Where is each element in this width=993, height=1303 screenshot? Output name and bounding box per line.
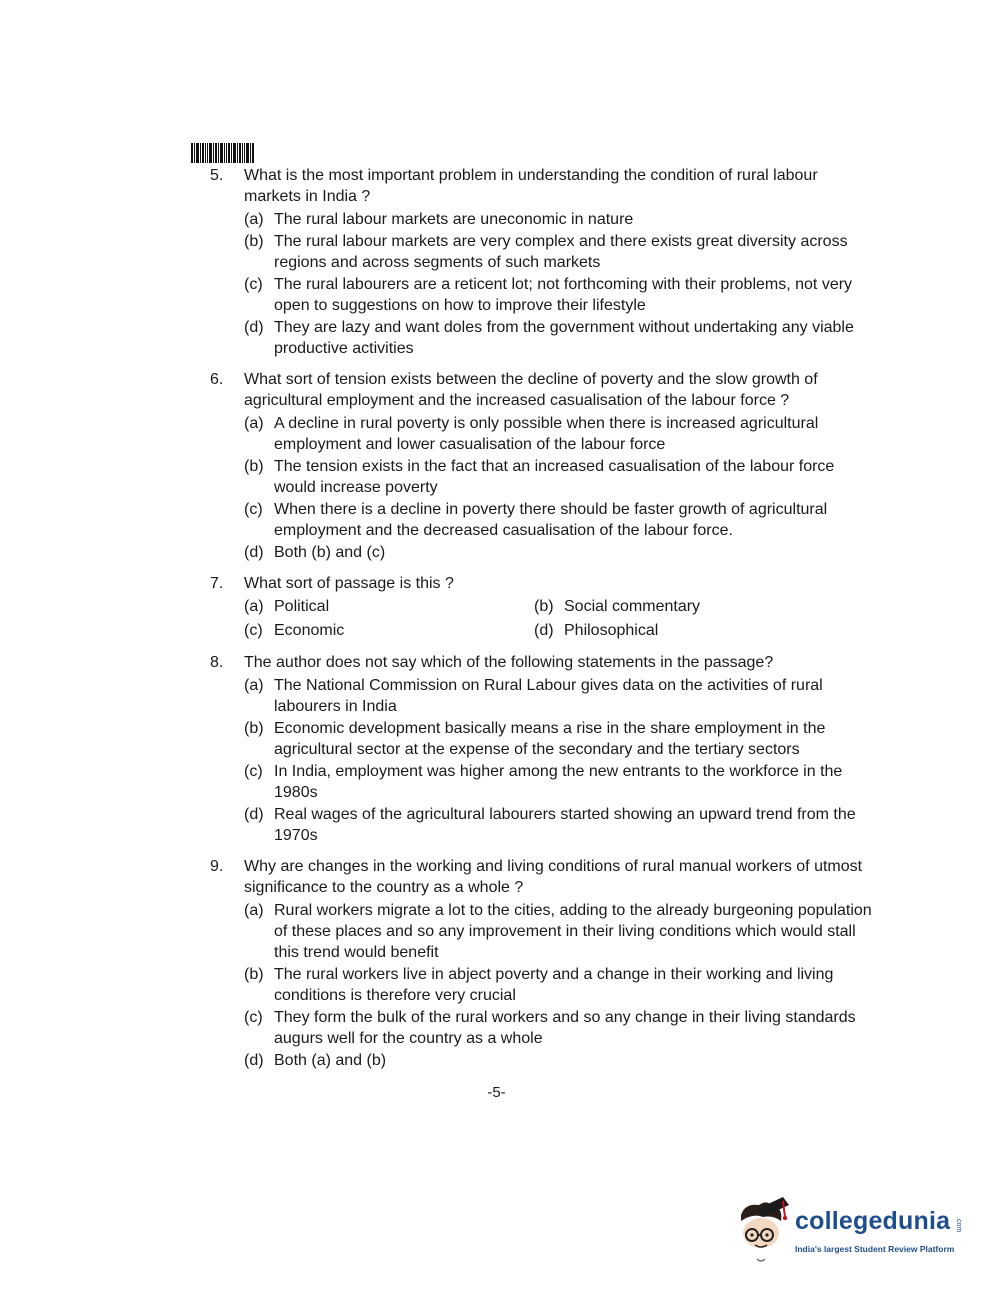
option-text: They form the bulk of the rural workers and so any change in their living standards augurs well for the country as a whole xyxy=(274,1009,856,1047)
option-text: The rural workers live in abject poverty and a change in their working and living conditions is therefore very crucial xyxy=(274,966,834,1004)
option-d xyxy=(244,317,872,359)
question-9 xyxy=(210,856,872,1071)
option-b xyxy=(534,596,872,617)
option-label: (a) xyxy=(244,211,264,228)
question-number: 9. xyxy=(210,858,224,875)
option-text: Rural workers migrate a lot to the cities, adding to the already burgeoning population of these places and so any improvement in their living conditions which would stall this trend would benefit xyxy=(274,902,872,961)
option-label: (c) xyxy=(244,501,263,518)
question-text: What sort of passage is this ? xyxy=(244,575,454,592)
option-label: (a) xyxy=(244,902,264,919)
option-label: (c) xyxy=(244,1009,263,1026)
option-label: (a) xyxy=(244,677,264,694)
option-label: (a) xyxy=(244,415,264,432)
option-text: Political xyxy=(274,598,330,615)
option-text: Philosophical xyxy=(564,622,659,639)
option-label: (a) xyxy=(244,598,264,615)
option-b xyxy=(244,231,872,273)
option-text: Economic development basically means a rise in the share employment in the agricultural sector at the expense of the secondary and the tertiary sectors xyxy=(274,720,826,758)
question-number: 8. xyxy=(210,654,224,671)
question-5 xyxy=(210,165,872,359)
question-8 xyxy=(210,652,872,846)
option-label: (b) xyxy=(244,720,264,737)
option-text: The National Commission on Rural Labour gives data on the activities of rural labourers in India xyxy=(274,677,823,715)
option-text: The tension exists in the fact that an increased casualisation of the labour force would increase poverty xyxy=(274,458,835,496)
option-grid xyxy=(244,596,872,642)
option-label: (d) xyxy=(244,544,264,561)
option-a xyxy=(244,900,872,963)
question-text: What sort of tension exists between the decline of poverty and the slow growth of agricultural employment and the increased casualisation of the labour force ? xyxy=(244,371,818,409)
question-7 xyxy=(210,573,872,642)
barcode xyxy=(191,143,257,163)
option-text: The rural labourers are a reticent lot; not forthcoming with their problems, not very open to suggestions on how to improve their lifestyle xyxy=(274,276,853,314)
option-a xyxy=(244,675,872,717)
logo-brand: collegedunia xyxy=(795,1207,951,1235)
option-text: When there is a decline in poverty there should be faster growth of agricultural employment and the decreased casualisation of the labour force. xyxy=(274,501,828,539)
option-label: (b) xyxy=(534,598,554,615)
option-c xyxy=(244,620,534,641)
option-c xyxy=(244,1007,872,1049)
question-list xyxy=(210,165,872,1081)
option-label: (d) xyxy=(244,1052,264,1069)
mascot-icon xyxy=(733,1195,795,1265)
option-b xyxy=(244,456,872,498)
question-number: 7. xyxy=(210,575,224,592)
option-a xyxy=(244,413,872,455)
option-label: (c) xyxy=(244,622,263,639)
option-d xyxy=(244,1050,872,1071)
option-label: (d) xyxy=(534,622,554,639)
option-text: The rural labour markets are very complex and there exists great diversity across regions and across segments of such markets xyxy=(274,233,848,271)
option-a xyxy=(244,596,534,617)
option-label: (b) xyxy=(244,233,264,250)
option-a xyxy=(244,209,872,230)
option-b xyxy=(244,964,872,1006)
option-label: (c) xyxy=(244,276,263,293)
question-6 xyxy=(210,369,872,563)
option-d xyxy=(534,620,872,641)
option-text: In India, employment was higher among the new entrants to the workforce in the 1980s xyxy=(274,763,843,801)
option-label: (b) xyxy=(244,458,264,475)
option-text: Social commentary xyxy=(564,598,701,615)
option-d xyxy=(244,804,872,846)
option-label: (b) xyxy=(244,966,264,983)
logo-tagline: India's largest Student Review Platform xyxy=(795,1244,955,1254)
option-label: (c) xyxy=(244,763,263,780)
option-text: Economic xyxy=(274,622,345,639)
option-text: A decline in rural poverty is only possible when there is increased agricultural employment and lower casualisation of the labour force xyxy=(274,415,819,453)
option-text: They are lazy and want doles from the government without undertaking any viable productive activities xyxy=(274,319,854,357)
question-number: 6. xyxy=(210,371,224,388)
option-c xyxy=(244,274,872,316)
option-d xyxy=(244,542,872,563)
page-number: -5- xyxy=(487,1084,506,1101)
question-text: The author does not say which of the following statements in the passage? xyxy=(244,654,774,671)
option-c xyxy=(244,761,872,803)
option-text: The rural labour markets are uneconomic in nature xyxy=(274,211,634,228)
option-label: (d) xyxy=(244,319,264,336)
collegedunia-logo[interactable] xyxy=(733,1195,973,1275)
question-text: What is the most important problem in understanding the condition of rural labour markets in India ? xyxy=(244,167,818,205)
option-b xyxy=(244,718,872,760)
question-number: 5. xyxy=(210,167,224,184)
logo-dotcom: .com xyxy=(955,1217,962,1233)
option-c xyxy=(244,499,872,541)
option-text: Both (b) and (c) xyxy=(274,544,386,561)
question-text: Why are changes in the working and living conditions of rural manual workers of utmost significance to the country as a whole ? xyxy=(244,858,863,896)
option-label: (d) xyxy=(244,806,264,823)
option-text: Both (a) and (b) xyxy=(274,1052,387,1069)
option-text: Real wages of the agricultural labourers started showing an upward trend from the 1970s xyxy=(274,806,856,844)
